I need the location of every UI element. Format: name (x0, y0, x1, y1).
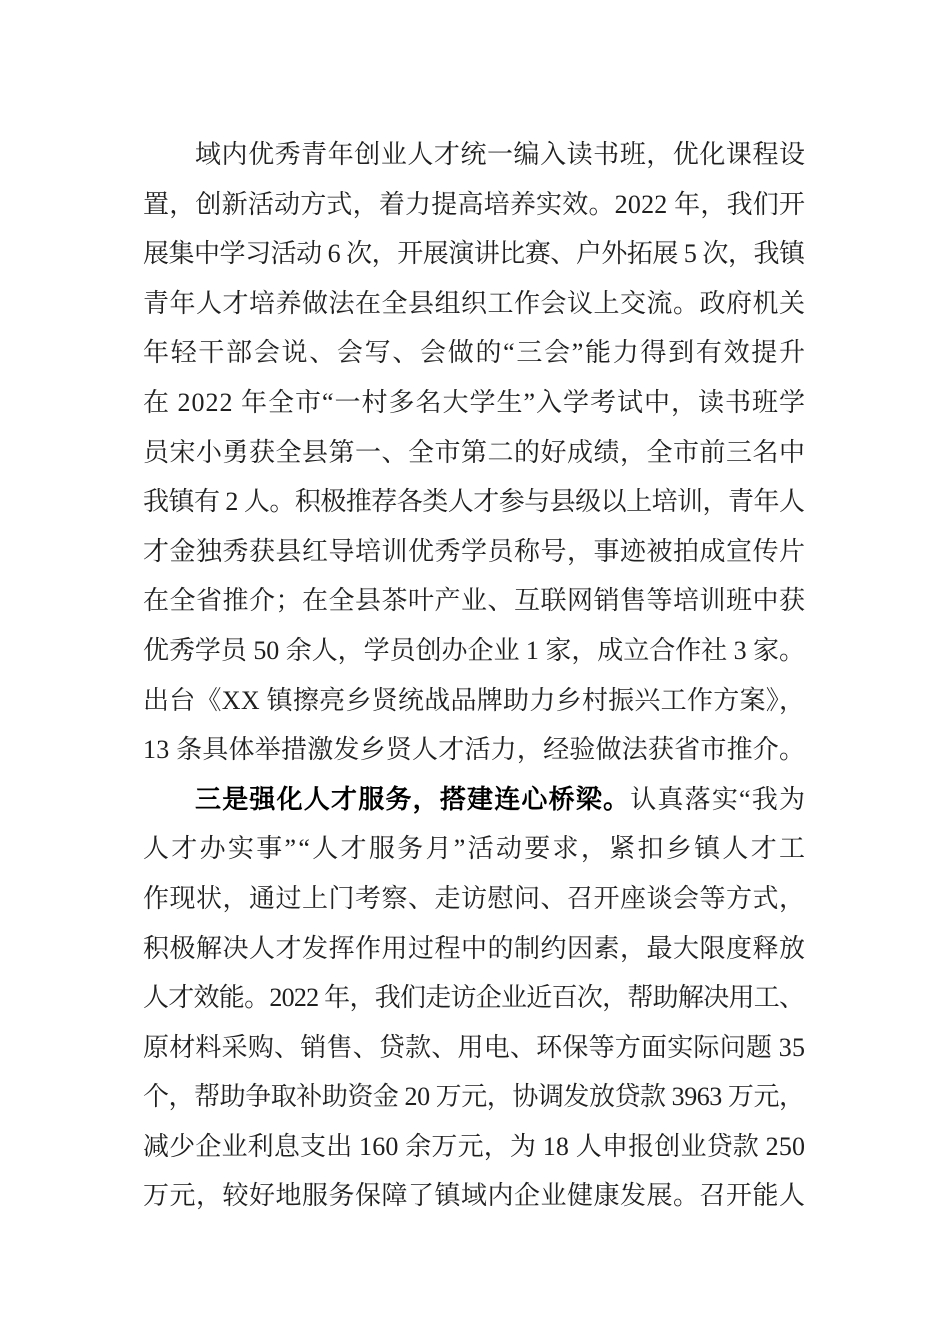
text-line (143, 725, 805, 775)
text-segment: 人才效能。2022 年，我们走访企业近百次，帮助解决用工、 (143, 983, 805, 1013)
text-line (143, 1023, 805, 1073)
text-segment: 13 条具体举措激发乡贤人才活力，经验做法获省市推介。 (143, 735, 806, 765)
text-segment: 展集中学习活动 6 次，开展演讲比赛、户外拓展 5 次，我镇 (143, 239, 805, 269)
text-segment: 人才办实事”“人才服务月”活动要求，紧扣乡镇人才工 (143, 834, 808, 864)
text-segment: 减少企业利息支出 160 余万元，为 18 人申报创业贷款 250 (143, 1131, 806, 1161)
text-segment: 作现状，通过上门考察、走访慰问、召开座谈会等方式， (143, 883, 806, 913)
text-line (143, 874, 805, 924)
text-segment: 我镇有 2 人。积极推荐各类人才参与县级以上培训，青年人 (143, 487, 805, 517)
text-segment: 出台《XX 镇擦亮乡贤统战品牌助力乡村振兴工作方案》， (143, 685, 806, 715)
text-line (143, 477, 805, 527)
bold-text-segment: 三是强化人才服务，搭建连心桥梁。 (195, 784, 631, 814)
text-segment: 优秀学员 50 余人，学员创办企业 1 家，成立合作社 3 家。 (143, 635, 805, 665)
text-line (143, 527, 805, 577)
text-segment: 青年人才培养做法在全县组织工作会议上交流。政府机关 (143, 288, 806, 318)
text-line (143, 1122, 805, 1172)
text-line (143, 180, 805, 230)
text-segment: 年轻干部会说、会写、会做的“三会”能力得到有效提升 (143, 338, 807, 368)
text-segment: 在 2022 年全市“一村多名大学生”入学考试中，读书班学 (143, 387, 806, 417)
text-segment: 才金独秀获县红导培训优秀学员称号，事迹被拍成宣传片 (143, 536, 806, 566)
text-line (143, 676, 805, 726)
text-line (143, 924, 805, 974)
document-text-block (143, 130, 808, 1221)
text-segment: 万元，较好地服务保障了镇域内企业健康发展。召开能人 (143, 1181, 806, 1211)
text-line (143, 576, 805, 626)
text-segment: 认真落实“我为 (630, 784, 807, 814)
text-segment: 原材料采购、销售、贷款、用电、环保等方面实际问题 35 (143, 1032, 806, 1062)
text-line (143, 328, 805, 378)
text-line (143, 378, 805, 428)
text-segment: 域内优秀青年创业人才统一编入读书班，优化课程设 (195, 140, 806, 169)
text-segment: 员宋小勇获全县第一、全市第二的好成绩，全市前三名中 (143, 437, 806, 467)
paragraph (143, 130, 805, 775)
text-line (143, 1171, 805, 1221)
text-line (143, 428, 805, 478)
paragraph (143, 775, 808, 1221)
text-line (143, 229, 805, 279)
text-line (143, 824, 808, 874)
text-line (143, 1072, 805, 1122)
text-line (143, 775, 805, 825)
text-line (143, 279, 805, 329)
text-line (143, 973, 805, 1023)
text-segment: 在全省推介；在全县茶叶产业、互联网销售等培训班中获 (143, 586, 806, 616)
text-segment: 个，帮助争取补助资金 20 万元，协调发放贷款 3963 万元， (143, 1082, 805, 1112)
text-line (143, 130, 805, 180)
text-line (143, 626, 805, 676)
text-segment: 积极解决人才发挥作用过程中的制约因素，最大限度释放 (143, 933, 806, 963)
text-segment: 置，创新活动方式，着力提高培养实效。2022 年，我们开 (143, 189, 806, 219)
